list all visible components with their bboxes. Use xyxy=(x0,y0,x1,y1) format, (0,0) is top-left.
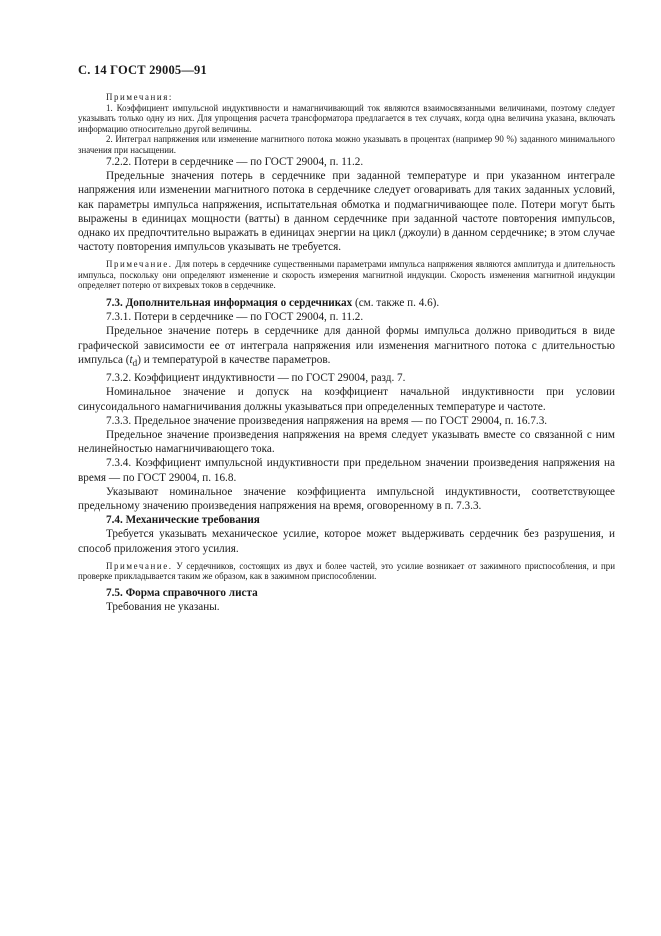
note-2: 2. Интеграл напряжения или изменение магнитного потока можно указывать в процентах (например 90 %) заданного минимального значения при насыщении. xyxy=(78,134,615,155)
clause-7-3-3-heading: 7.3.3. Предельное значение произведения напряжения на время — по ГОСТ 29004, п. 16.7.3. xyxy=(106,414,548,427)
pulse-duration-symbol: t xyxy=(129,353,133,366)
note-text: Для потерь в сердечнике существенными параметрами импульса напряжения являются амплитуда и длительность импульса, поскольку они определяют изменение и скорость измерения магнитной индукции. Скорость изменения магнитной индукции определяет потерю от вихревых токов в сердечнике. xyxy=(78,259,615,291)
notes-label: Примечания: xyxy=(106,92,173,102)
section-7-4-heading: 7.4. Механические требования xyxy=(106,514,260,527)
note-label: Примечание. xyxy=(106,560,173,571)
note-label: Примечание. xyxy=(106,259,173,270)
clause-7-3-4-text: Указывают номинальное значение коэффициента импульсной индуктивности, соответствующее предельному значению произведения напряжения на время, оговоренному в п. 7.3.3. xyxy=(78,485,615,512)
clause-7-3-2-text: Номинальное значение и допуск на коэффициент начальной индуктивности при условии синусоидального намагничивания должны указываться при определенных температуре и частоте. xyxy=(78,386,615,413)
clause-7-2-2-text: Предельные значения потерь в сердечнике при заданной температуре и при указанном интеграле напряжения или изменении магнитного потока в сердечнике следует оговаривать для таких заданных условий, как параметры импульса напряжения, испытательная обмотка и подмагничивающее поле. Потери могут быть выражены в единицах мощности (ватты) в данном сердечнике при заданной частоте повторения импульсов, однако их предпочтительно выражать в единицах энергии на цикл (джоули) в данном сердечнике; в этом случае частоту повторения импульсов указывать не требуется. xyxy=(78,170,615,254)
section-7-5-text: Требования не указаны. xyxy=(106,601,220,614)
note-1: 1. Коэффициент импульсной индуктивности и намагничивающий ток являются взаимосвязанными величинами, поэтому следует указывать только одну из них. Для упрощения расчета трансформатора предлагается в тех случаях, когда одна величина указана, включать информацию относительно другой величины. xyxy=(78,102,615,134)
note-text: У сердечников, состоящих из двух и более частей, это усилие возникает от зажимного приспособления, и при проверке прикладывается таким же образом, как в зажимном приспособлении. xyxy=(78,560,615,582)
note-mechanical xyxy=(78,561,615,582)
section-title: 7.3. Дополнительная информация о сердечниках xyxy=(106,296,353,309)
clause-7-3-3-text: Предельное значение произведения напряжения на время следует указывать вместе со связанной с ним нелинейностью намагничивающего тока. xyxy=(78,428,615,456)
section-reference: (см. также п. 4.6). xyxy=(352,296,440,309)
clause-7-3-1-heading: 7.3.1. Потери в сердечнике — по ГОСТ 29004, п. 11.2. xyxy=(106,311,364,324)
clause-7-3-1-text: Предельное значение потерь в сердечнике для данной формы импульса должно приводиться в виде графической зависимости ее от интеграла напряжения или изменения магнитного потока с длительностью импульса $(t_d)$ и температурой в качестве параметров. xyxy=(78,325,615,369)
clause-7-3-4-heading: 7.3.4. Коэффициент импульсной индуктивности при предельном значении произведения напряжения на время — по ГОСТ 29004, п. 16.8. xyxy=(78,457,615,484)
section-7-4-text: Требуется указывать механическое усилие, которое может выдерживать сердечник без разрушения, и способ приложения этого усилия. xyxy=(78,528,615,555)
note-core-losses xyxy=(78,259,615,291)
page-content xyxy=(78,92,615,614)
clause-7-3-2-heading: 7.3.2. Коэффициент индуктивности — по ГОСТ 29004, разд. 7. xyxy=(106,372,406,385)
section-7-3-heading xyxy=(78,296,615,310)
section-7-5-heading: 7.5. Форма справочного листа xyxy=(106,586,258,599)
page-header: С. 14 ГОСТ 29005—91 xyxy=(78,63,207,77)
clause-7-2-2-heading: 7.2.2. Потери в сердечнике — по ГОСТ 29004, п. 11.2. xyxy=(106,156,364,168)
